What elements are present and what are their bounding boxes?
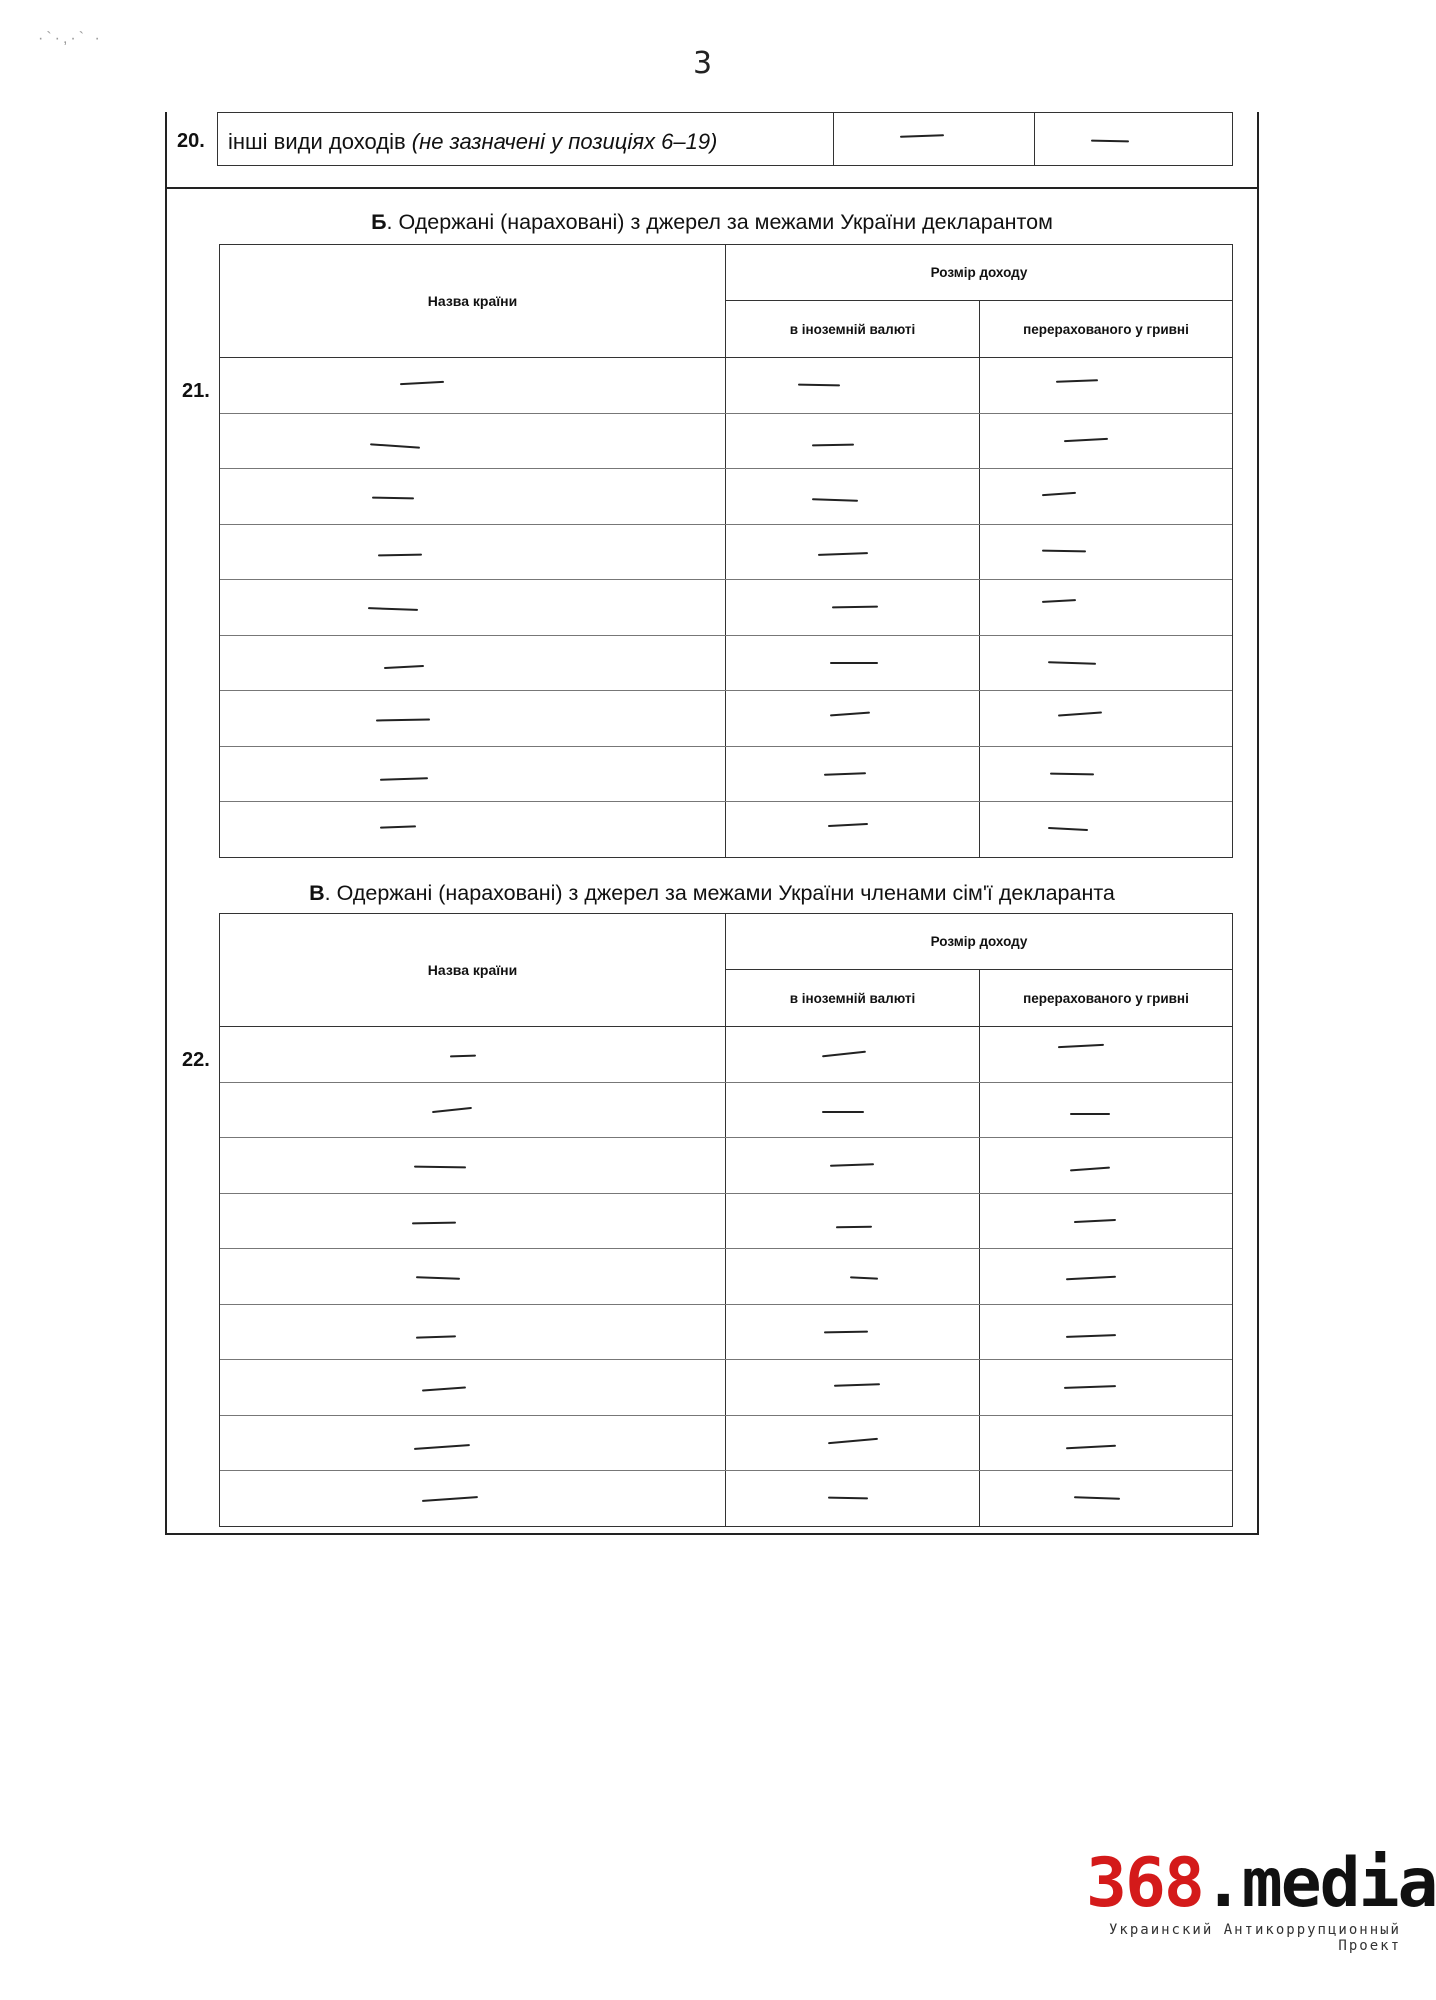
foreign-currency-cell	[726, 580, 980, 635]
foreign-currency-cell	[726, 525, 980, 580]
handwritten-dash	[1050, 772, 1094, 775]
table-row	[220, 636, 1232, 692]
handwritten-dash	[824, 1330, 868, 1333]
foreign-currency-cell	[726, 1305, 980, 1360]
table-row	[220, 469, 1232, 525]
handwritten-dash	[372, 497, 414, 500]
table-v	[219, 913, 1233, 1527]
handwritten-dash	[1074, 1218, 1116, 1223]
row-22-number: 22.	[182, 1049, 210, 1071]
handwritten-dash	[832, 606, 878, 609]
handwritten-dash	[432, 1106, 472, 1113]
country-cell	[220, 525, 726, 580]
page-number: 3	[692, 46, 713, 81]
foreign-currency-cell	[726, 636, 980, 691]
handwritten-dash	[412, 1221, 456, 1224]
foreign-currency-cell	[726, 747, 980, 802]
country-cell	[220, 580, 726, 635]
handwritten-dash	[830, 1163, 874, 1167]
section-v-letter: В	[309, 881, 325, 905]
uah-cell	[980, 802, 1232, 857]
uah-cell	[980, 691, 1232, 746]
country-cell	[220, 802, 726, 857]
foreign-currency-cell	[726, 1249, 980, 1304]
handwritten-dash	[834, 1383, 880, 1387]
header-income-size: Розмір доходу	[726, 914, 1232, 970]
country-cell	[220, 747, 726, 802]
table-row	[220, 1360, 1232, 1416]
country-cell	[220, 1194, 726, 1249]
uah-cell	[980, 1249, 1232, 1304]
handwritten-dash	[1048, 661, 1096, 665]
handwritten-dash	[378, 553, 422, 556]
table-row	[220, 358, 1232, 414]
handwritten-dash	[1042, 492, 1076, 497]
section-b-title-text: . Одержані (нараховані) з джерел за межами України декларантом	[386, 210, 1053, 234]
handwritten-dash	[1064, 437, 1108, 442]
table-row	[220, 802, 1232, 857]
uah-cell	[980, 1360, 1232, 1415]
uah-cell	[980, 469, 1232, 524]
handwritten-dash	[380, 777, 428, 781]
country-cell	[220, 1083, 726, 1138]
foreign-currency-cell	[726, 1138, 980, 1193]
handwritten-dash	[414, 1444, 470, 1450]
header-income-size: Розмір доходу	[726, 245, 1232, 301]
row-21-number: 21.	[182, 380, 210, 402]
uah-cell	[980, 747, 1232, 802]
table-row	[220, 1249, 1232, 1305]
section-divider	[165, 187, 1259, 189]
handwritten-dash	[812, 443, 854, 446]
watermark-number: 368	[1086, 1844, 1203, 1923]
handwritten-dash	[422, 1386, 466, 1391]
handwritten-dash	[416, 1335, 456, 1339]
table-row	[220, 1027, 1232, 1083]
handwritten-dash	[1042, 549, 1086, 552]
row-20	[165, 112, 1233, 166]
table-row	[220, 414, 1232, 470]
handwritten-dash	[798, 384, 840, 387]
scan-specks: ·`·,·` ·	[38, 30, 103, 47]
country-cell	[220, 358, 726, 413]
handwritten-dash	[1058, 711, 1102, 716]
watermark-logo	[1086, 1844, 1436, 1954]
uah-cell	[980, 1305, 1232, 1360]
section-v-title	[165, 881, 1259, 906]
country-cell	[220, 691, 726, 746]
table-row	[220, 1083, 1232, 1139]
watermark-tagline: Украинский Антикоррупционный Проект	[1108, 1922, 1401, 1954]
handwritten-dash	[828, 1437, 878, 1444]
country-cell	[220, 1305, 726, 1360]
handwritten-dash	[1042, 599, 1076, 603]
foreign-currency-cell	[726, 469, 980, 524]
handwritten-dash	[368, 607, 418, 611]
table-b-body	[220, 358, 1232, 857]
uah-cell	[980, 1194, 1232, 1249]
handwritten-dash	[414, 1166, 466, 1169]
handwritten-dash	[1066, 1334, 1116, 1338]
uah-cell	[980, 1416, 1232, 1471]
handwritten-dash	[1066, 1276, 1116, 1281]
handwritten-dash	[1074, 1496, 1120, 1500]
handwritten-dash	[450, 1055, 476, 1058]
foreign-currency-cell	[726, 358, 980, 413]
country-cell	[220, 1138, 726, 1193]
uah-cell	[980, 1138, 1232, 1193]
row-20-note: (не зазначені у позиціях 6–19)	[411, 129, 718, 154]
country-cell	[220, 1471, 726, 1526]
header-country: Назва країни	[220, 245, 726, 357]
handwritten-dash	[830, 712, 870, 717]
table-row	[220, 525, 1232, 581]
section-b-title	[165, 210, 1259, 235]
row-20-description	[218, 113, 834, 165]
foreign-currency-cell	[726, 1194, 980, 1249]
foreign-currency-cell	[726, 1416, 980, 1471]
handwritten-dash	[900, 134, 944, 138]
table-b	[219, 244, 1233, 858]
handwritten-dash	[812, 498, 858, 502]
uah-cell	[980, 1083, 1232, 1138]
uah-cell	[980, 636, 1232, 691]
uah-cell	[980, 1471, 1232, 1526]
row-20-label: інші види доходів	[228, 129, 406, 154]
handwritten-dash	[1070, 1113, 1110, 1115]
country-cell	[220, 1416, 726, 1471]
handwritten-dash	[1048, 827, 1088, 831]
handwritten-dash	[1066, 1444, 1116, 1449]
foreign-currency-cell	[726, 1471, 980, 1526]
handwritten-dash	[836, 1225, 872, 1228]
handwritten-dash	[830, 662, 878, 664]
table-v-header	[220, 914, 1232, 1027]
handwritten-dash	[422, 1496, 478, 1502]
country-cell	[220, 1027, 726, 1082]
handwritten-dash	[370, 443, 420, 449]
section-v-title-text: . Одержані (нараховані) з джерел за межами України членами сім'ї декларанта	[324, 881, 1115, 905]
table-v-body	[220, 1027, 1232, 1526]
handwritten-dash	[1064, 1385, 1116, 1389]
handwritten-dash	[822, 1051, 866, 1058]
foreign-currency-cell	[726, 1027, 980, 1082]
table-row	[220, 1194, 1232, 1250]
country-cell	[220, 636, 726, 691]
handwritten-dash	[1070, 1167, 1110, 1172]
uah-cell	[980, 525, 1232, 580]
handwritten-dash	[416, 1276, 460, 1280]
handwritten-dash	[384, 664, 424, 668]
foreign-currency-cell	[726, 414, 980, 469]
foreign-currency-cell	[726, 802, 980, 857]
header-uah: перерахованого у гривні	[1023, 321, 1189, 337]
row-20-foreign-value	[834, 113, 1035, 165]
handwritten-dash	[824, 772, 866, 776]
foreign-currency-cell	[726, 1360, 980, 1415]
handwritten-dash	[1056, 379, 1098, 383]
table-row	[220, 1305, 1232, 1361]
country-cell	[220, 1360, 726, 1415]
handwritten-dash	[380, 825, 416, 829]
handwritten-dash	[1091, 140, 1129, 143]
row-20-number: 20.	[177, 130, 205, 152]
table-row	[220, 1416, 1232, 1472]
row-20-uah-value	[1035, 113, 1232, 165]
row-20-table	[217, 112, 1233, 166]
section-b-letter: Б	[371, 210, 387, 234]
handwritten-dash	[822, 1111, 864, 1113]
foreign-currency-cell	[726, 1083, 980, 1138]
handwritten-dash	[828, 823, 868, 827]
header-foreign-currency: в іноземній валюті	[726, 301, 980, 357]
table-b-header	[220, 245, 1232, 358]
uah-cell	[980, 1027, 1232, 1082]
table-row	[220, 747, 1232, 803]
table-row	[220, 580, 1232, 636]
uah-cell	[980, 358, 1232, 413]
handwritten-dash	[400, 381, 444, 386]
country-cell	[220, 414, 726, 469]
handwritten-dash	[850, 1276, 878, 1280]
table-row	[220, 1471, 1232, 1526]
handwritten-dash	[1058, 1044, 1104, 1049]
uah-cell	[980, 414, 1232, 469]
handwritten-dash	[818, 552, 868, 556]
foreign-currency-cell	[726, 691, 980, 746]
header-country: Назва країни	[220, 914, 726, 1026]
handwritten-dash	[828, 1497, 868, 1500]
header-foreign-currency: в іноземній валюті	[726, 970, 980, 1026]
header-uah: перерахованого у гривні	[1023, 990, 1189, 1006]
country-cell	[220, 469, 726, 524]
country-cell	[220, 1249, 726, 1304]
watermark-domain: .media	[1202, 1844, 1436, 1923]
table-row	[220, 691, 1232, 747]
uah-cell	[980, 580, 1232, 635]
table-row	[220, 1138, 1232, 1194]
handwritten-dash	[376, 719, 430, 722]
